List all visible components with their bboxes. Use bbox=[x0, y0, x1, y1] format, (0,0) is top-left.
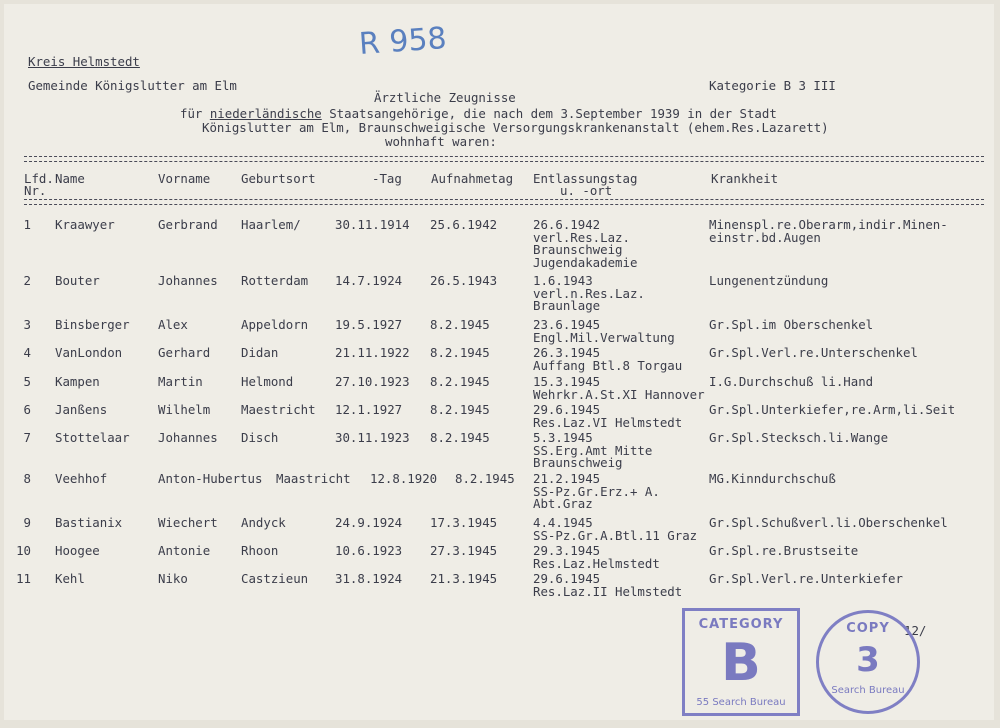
category-stamp-footer: 55 Search Bureau bbox=[696, 697, 786, 708]
row-birthdate: 24.9.1924 bbox=[335, 515, 403, 530]
row-birthdate: 31.8.1924 bbox=[335, 571, 403, 586]
row-number: 1 bbox=[23, 217, 31, 232]
row-discharge-line: SS.Erg.Amt Mitte bbox=[533, 442, 653, 458]
row-vorname: Wiechert bbox=[158, 515, 218, 530]
row-birthdate: 19.5.1927 bbox=[335, 317, 403, 332]
row-discharge-line: 4.4.1945 bbox=[533, 515, 593, 530]
col-geburtsort: Geburtsort bbox=[241, 171, 316, 186]
row-birthdate: 30.11.1914 bbox=[335, 217, 410, 232]
row-admission-date: 27.3.1945 bbox=[430, 543, 498, 558]
row-discharge-line: 26.6.1942 bbox=[533, 217, 601, 232]
row-name: Bastianix bbox=[55, 515, 123, 530]
col-tag: -Tag bbox=[372, 171, 402, 186]
row-birthplace: Maestricht bbox=[241, 402, 316, 417]
row-name: Kehl bbox=[55, 571, 85, 586]
row-number: 5 bbox=[23, 374, 31, 389]
col-vorname: Vorname bbox=[158, 171, 211, 186]
category-stamp-label: CATEGORY bbox=[698, 617, 784, 632]
row-admission-date: 17.3.1945 bbox=[430, 515, 498, 530]
row-discharge-line: 26.3.1945 bbox=[533, 345, 601, 360]
row-birthplace: Rotterdam bbox=[241, 273, 309, 288]
row-name: Janßens bbox=[55, 402, 108, 417]
col-name: Name bbox=[55, 171, 85, 186]
row-vorname: Anton-Hubertus bbox=[158, 471, 263, 486]
document-subtitle: für niederländische Staatsangehörige, die nach dem 3.September 1939 in der Stadt bbox=[180, 106, 777, 121]
col-lfd: Lfd. bbox=[24, 171, 54, 186]
copy-stamp-label: COPY bbox=[846, 621, 890, 636]
row-diagnosis-line: MG.Kinndurchschuß bbox=[709, 471, 836, 486]
row-discharge-line: SS-Pz.Gr.Erz.+ A. bbox=[533, 483, 660, 499]
row-vorname: Gerbrand bbox=[158, 217, 218, 232]
row-name: Kraawyer bbox=[55, 217, 115, 232]
row-birthdate: 30.11.1923 bbox=[335, 430, 410, 445]
row-diagnosis-line: Gr.Spl.Schußverl.li.Oberschenkel bbox=[709, 515, 948, 530]
col-nr: Nr. bbox=[24, 183, 47, 198]
row-discharge-line: 29.6.1945 bbox=[533, 571, 601, 586]
row-discharge-line: Jugendakademie bbox=[533, 254, 638, 270]
row-discharge-line: 21.2.1945 bbox=[533, 471, 601, 486]
divider-top-2 bbox=[24, 161, 984, 162]
row-admission-date: 8.2.1945 bbox=[430, 374, 490, 389]
row-admission-date: 26.5.1943 bbox=[430, 273, 498, 288]
handwritten-reference: R 958 bbox=[357, 20, 448, 63]
row-birthdate: 14.7.1924 bbox=[335, 273, 403, 288]
row-diagnosis-line: Gr.Spl.Unterkiefer,re.Arm,li.Seit bbox=[709, 402, 956, 417]
row-birthplace: Appeldorn bbox=[241, 317, 309, 332]
row-discharge-line: Res.Laz.II Helmstedt bbox=[533, 583, 683, 599]
row-admission-date: 8.2.1945 bbox=[430, 317, 490, 332]
row-discharge-line: Auffang Btl.8 Torgau bbox=[533, 357, 683, 373]
row-birthdate: 21.11.1922 bbox=[335, 345, 410, 360]
row-discharge-line: Res.Laz.VI Helmstedt bbox=[533, 414, 683, 430]
row-diagnosis-line: Gr.Spl.Stecksch.li.Wange bbox=[709, 430, 889, 445]
row-diagnosis-line: I.G.Durchschuß li.Hand bbox=[709, 374, 874, 389]
row-discharge-line: Wehrkr.A.St.XI Hannover bbox=[533, 386, 705, 402]
row-birthplace: Disch bbox=[241, 430, 279, 445]
district-heading: Kreis Helmstedt bbox=[28, 54, 140, 69]
row-birthplace: Didan bbox=[241, 345, 279, 360]
row-diagnosis-line: einstr.bd.Augen bbox=[709, 229, 821, 245]
row-diagnosis-line: Gr.Spl.Verl.re.Unterkiefer bbox=[709, 571, 903, 586]
row-name: Bouter bbox=[55, 273, 100, 288]
row-admission-date: 25.6.1942 bbox=[430, 217, 498, 232]
row-admission-date: 8.2.1945 bbox=[430, 430, 490, 445]
row-birthdate: 27.10.1923 bbox=[335, 374, 410, 389]
row-vorname: Johannes bbox=[158, 273, 218, 288]
row-discharge-line: 29.3.1945 bbox=[533, 543, 601, 558]
category-stamp bbox=[682, 608, 800, 716]
col-entlassungsort: u. -ort bbox=[560, 183, 613, 198]
row-name: VanLondon bbox=[55, 345, 123, 360]
row-admission-date: 8.2.1945 bbox=[430, 402, 490, 417]
row-vorname: Alex bbox=[158, 317, 188, 332]
row-diagnosis-line: Minenspl.re.Oberarm,indir.Minen- bbox=[709, 217, 948, 232]
divider-header-2 bbox=[24, 204, 984, 205]
row-number: 8 bbox=[23, 471, 31, 486]
row-discharge-line: Braunlage bbox=[533, 298, 601, 314]
row-number: 9 bbox=[23, 515, 31, 530]
row-name: Kampen bbox=[55, 374, 100, 389]
row-discharge-line: 5.3.1945 bbox=[533, 430, 593, 445]
row-number: 2 bbox=[23, 273, 31, 288]
nationality-underlined: niederländische bbox=[209, 106, 322, 121]
row-admission-date: 21.3.1945 bbox=[430, 571, 498, 586]
row-name: Stottelaar bbox=[55, 430, 130, 445]
copy-stamp-number: 3 bbox=[856, 640, 880, 680]
row-birthdate: 12.8.1920 bbox=[370, 471, 438, 486]
copy-stamp bbox=[816, 610, 920, 714]
row-birthdate: 10.6.1923 bbox=[335, 543, 403, 558]
divider-top bbox=[24, 156, 984, 157]
row-discharge-line: 23.6.1945 bbox=[533, 317, 601, 332]
row-admission-date: 8.2.1945 bbox=[455, 471, 515, 486]
category-label: Kategorie B 3 III bbox=[709, 78, 836, 93]
document-title: Ärztliche Zeugnisse bbox=[374, 90, 516, 105]
row-name: Hoogee bbox=[55, 543, 100, 558]
row-admission-date: 8.2.1945 bbox=[430, 345, 490, 360]
row-discharge-line: Abt.Graz bbox=[533, 496, 593, 512]
document-subtitle-line3: wohnhaft waren: bbox=[385, 134, 497, 149]
col-entlassungstag: Entlassungstag bbox=[533, 171, 638, 186]
divider-header bbox=[24, 199, 984, 200]
row-discharge-line: Res.Laz.Helmstedt bbox=[533, 555, 660, 571]
municipality-line: Gemeinde Königslutter am Elm bbox=[28, 78, 237, 93]
row-birthdate: 12.1.1927 bbox=[335, 402, 403, 417]
row-discharge-line: Engl.Mil.Verwaltung bbox=[533, 329, 675, 345]
col-krankheit: Krankheit bbox=[711, 171, 779, 186]
row-vorname: Martin bbox=[158, 374, 203, 389]
row-discharge-line: verl.n.Res.Laz. bbox=[533, 285, 645, 301]
row-birthplace: Helmond bbox=[241, 374, 294, 389]
row-number: 7 bbox=[23, 430, 31, 445]
row-number: 3 bbox=[23, 317, 31, 332]
row-name: Binsberger bbox=[55, 317, 130, 332]
document-subtitle-line2: Königslutter am Elm, Braunschweigische Versorgungskrankenanstalt (ehem.Res.Lazarett) bbox=[202, 120, 829, 135]
category-stamp-letter: B bbox=[721, 633, 761, 693]
row-discharge-line: Braunschweig bbox=[533, 242, 623, 258]
row-discharge-line: Braunschweig bbox=[533, 455, 623, 471]
row-diagnosis-line: Lungenentzündung bbox=[709, 273, 829, 288]
row-name: Veehhof bbox=[55, 471, 108, 486]
row-vorname: Gerhard bbox=[158, 345, 211, 360]
row-discharge-line: 1.6.1943 bbox=[533, 273, 593, 288]
row-birthplace: Maastricht bbox=[276, 471, 351, 486]
row-diagnosis-line: Gr.Spl.re.Brustseite bbox=[709, 543, 859, 558]
row-vorname: Niko bbox=[158, 571, 188, 586]
row-discharge-line: verl.Res.Laz. bbox=[533, 229, 630, 245]
row-vorname: Antonie bbox=[158, 543, 211, 558]
row-vorname: Wilhelm bbox=[158, 402, 211, 417]
row-diagnosis-line: Gr.Spl.im Oberschenkel bbox=[709, 317, 874, 332]
row-vorname: Johannes bbox=[158, 430, 218, 445]
copy-stamp-footer: Search Bureau bbox=[831, 685, 905, 696]
row-discharge-line: 29.6.1945 bbox=[533, 402, 601, 417]
row-number: 10 bbox=[16, 543, 31, 558]
document-sheet bbox=[4, 4, 994, 720]
row-birthplace: Andyck bbox=[241, 515, 286, 530]
row-number: 6 bbox=[23, 402, 31, 417]
row-birthplace: Castzieun bbox=[241, 571, 309, 586]
row-birthplace: Rhoon bbox=[241, 543, 279, 558]
row-birthplace: Haarlem/ bbox=[241, 217, 301, 232]
row-number: 11 bbox=[16, 571, 31, 586]
row-discharge-line: SS-Pz.Gr.A.Btl.11 Graz bbox=[533, 527, 698, 543]
col-aufnahmetag: Aufnahmetag bbox=[431, 171, 514, 186]
page-number: 12/ bbox=[904, 623, 927, 638]
row-number: 4 bbox=[23, 345, 31, 360]
row-diagnosis-line: Gr.Spl.Verl.re.Unterschenkel bbox=[709, 345, 918, 360]
row-discharge-line: 15.3.1945 bbox=[533, 374, 601, 389]
